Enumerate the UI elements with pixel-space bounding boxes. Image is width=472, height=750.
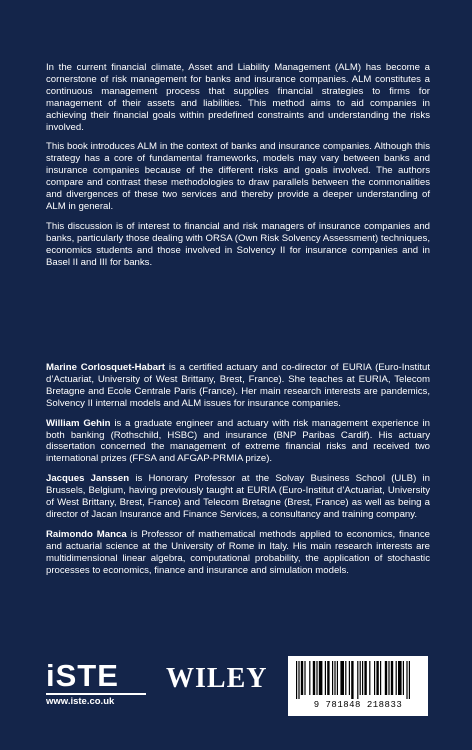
author-bio: [46, 473, 430, 521]
barcode-bar: [391, 661, 393, 695]
barcode-bar: [369, 661, 370, 695]
barcode-bar: [296, 661, 297, 699]
barcode-bar: [340, 661, 344, 695]
author-bio-text: is Honorary Professor at the Solvay Business School (ULB) in Brussels, Belgium, having previously taught at EURIA (Euro-Institut d’Actuariat, University of West Brittany, Brest, France) and Telecom Bretagne (Brest, France) as well as being a director of Jacan Insurance and Finance Services, a consultancy and training company.: [46, 473, 430, 520]
author-bio: [46, 418, 430, 466]
barcode-bar: [304, 661, 305, 695]
author-name: Jacques Janssen: [46, 473, 130, 485]
barcode-bar: [406, 661, 407, 699]
summary-paragraph-3: This discussion is of interest to financial and risk managers of insurance companies and banks, particularly those dealing with ORSA (Own Risk Solvency Assessment) techniques, economics students and those involved in Solvency II for insurance companies and in Basel II and III for banks.: [46, 220, 430, 268]
barcode-bar: [396, 661, 397, 695]
author-bio-text: is a graduate engineer and actuary with risk management experience in both banking (Rothschild, HSBC) and insurance (BNP Paribas Cardif). His actuary dissertation concerned the management of extreme financial risks and received two international prizes (FFSA and AFGAP-PRMIA prize).: [46, 417, 430, 465]
barcode-bar: [351, 661, 353, 699]
author-name: William Gehin: [46, 417, 111, 429]
barcode-bar: [403, 661, 404, 695]
barcode-bar: [298, 661, 299, 699]
book-summary: [46, 62, 430, 277]
iste-underline: [46, 693, 146, 695]
barcode-bar: [398, 661, 402, 695]
barcode-digits: 9 781848 218833: [313, 700, 403, 710]
barcode-bar: [325, 661, 326, 695]
barcode-bar: [360, 661, 361, 695]
author-bio-text: is a certified actuary and co-director of EURIA (Euro-Institut d’Actuariat, University of West Brittany, Brest, France). She teaches at EURIA, Telecom Bretagne and Ecole Centrale Paris (France). Her main research interests are pandemics, Solvency II internal models and ALM issues for insurance companies.: [46, 362, 430, 409]
barcode-bar: [362, 661, 363, 695]
barcode-bar: [337, 661, 338, 695]
author-bio-text: is Professor of mathematical methods applied to economics, finance and actuarial science at the University of Rome in Italy. His main research interests are multidimensional linear algebra, computational probability, the application of stochastic processes to economics, finance and insurance and simulation models.: [46, 528, 430, 576]
summary-paragraph-2: This book introduces ALM in the context of banks and insurance companies. Although this strategy has a core of fundamental frameworks, models may vary between banks and insurance companies because of the different risks and goals involved. The authors compare and contrast these methodologies to draw parallels between the commonalities and divergences of these two services and thereby provide a deeper understanding of ALM in general.: [46, 141, 430, 212]
barcode-bar: [357, 661, 358, 699]
barcode-bars-icon: [296, 661, 420, 699]
barcode-bar: [319, 661, 323, 695]
barcode-bar: [301, 661, 303, 695]
barcode-bar: [376, 661, 378, 695]
author-bios: [46, 362, 430, 585]
barcode-bar: [388, 661, 389, 695]
author-name: Raimondo Manca: [46, 528, 127, 540]
barcode-bar: [309, 661, 310, 695]
barcode-bar: [385, 661, 387, 695]
barcode-bar: [380, 661, 381, 695]
barcode-bar: [374, 661, 375, 695]
barcode-bar: [334, 661, 335, 695]
barcode-bar: [409, 661, 410, 699]
barcode-bar: [332, 661, 333, 695]
barcode-bar: [345, 661, 346, 695]
barcode-bar: [316, 661, 317, 695]
iste-wordmark: iSTE: [46, 658, 119, 693]
isbn-barcode: [288, 656, 428, 716]
barcode-bar: [349, 661, 350, 695]
barcode-bar: [364, 661, 366, 695]
summary-paragraph-1: In the current financial climate, Asset and Liability Management (ALM) has become a cornerstone of risk management for banks and insurance companies. ALM constitutes a continuous management process that supplies financial strategies to firms for management of their assets and liabilities. This method aims to aid companies in achieving their financial goals within predefined constraints and understanding the risks involved.: [46, 62, 430, 133]
author-bio: [46, 529, 430, 577]
iste-url: www.iste.co.uk: [46, 696, 115, 707]
barcode-bar: [327, 661, 329, 695]
iste-logo: [46, 660, 156, 708]
wiley-logo: WILEY: [166, 663, 268, 694]
author-bio: [46, 362, 430, 410]
author-name: Marine Corlosquet-Habart: [46, 362, 165, 373]
barcode-bar: [313, 661, 315, 695]
